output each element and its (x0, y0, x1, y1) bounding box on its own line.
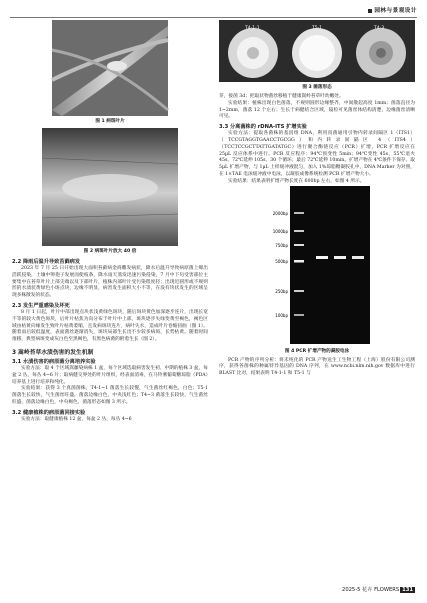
running-header (368, 6, 417, 14)
section-3-2-title: 3.2 健康植株的病原菌回接实验 (12, 409, 86, 416)
plate-3 (356, 28, 406, 78)
plate-label-3: T4-3 (374, 26, 385, 31)
plate-label-1: T4-1-1 (245, 26, 260, 31)
page-footer (342, 586, 415, 593)
section-3-1-result: 实验结果：获得 3 个真菌菌株，T4-1~1 菌落生长较慢，气生菌丝红褐色，白色；T5-1 菌落生长较快，气生菌丝旺盛，菌落边缘白色，中央浅红色；T4~3 菌落生长较快，气生菌丝旺盛，菌落边缘白色，中央褐色，菌落形态如图 3 所示。 (12, 386, 208, 405)
figure-4-gel-image (262, 186, 372, 346)
right-paragraph-1: 芽，接菌 3d；把取状物菌丝移植于健康嵩岭苔草叶幼嫩处。 (219, 94, 344, 99)
figure-1-caption: 图 1 病斑叶片 (95, 119, 125, 124)
sample-band-3 (352, 256, 364, 259)
section-3-1-title: 3.1 水渍伤害的病原菌分离培养实验 (12, 358, 96, 365)
marker-label-1000: 1000bp (272, 228, 288, 234)
figure-2-caption: 图 2 病斑叶片放大 40 倍 (83, 249, 137, 254)
section-2-3-title: 2.3 发生严重感染及坏死 (12, 302, 70, 309)
header-rule (10, 17, 417, 18)
plate-label-2: T5-1 (312, 26, 323, 31)
marker-label-250: 250bp (275, 288, 288, 294)
figure-3-caption: 图 3 菌落形态 (302, 85, 332, 90)
right-paragraph-2: 实验结果：植株出现白色菌落，不规则圆形边缘整齐，中间散起高度 1mm；菌落直径为 1~2mm，菌落 12 个左右；生长于病健结合区域，镜检可见菌丝体结构清楚，边缘菌丝清晰可见。 (219, 100, 415, 120)
figure-3-colony-plates (219, 20, 415, 82)
right-paragraph-pcr: PCR 产物的序列分析：将未纯化的 PCR 产物送生工生物工程（上海）股份有限公司测序，获得各菌株的种属特异基因的 DNA 序列，在 www.ncbi.nlm.nih.gov 数据库中进行 BLAST 比对，结果表明 T4-1-1 和 T5-1 与 (219, 357, 415, 377)
section-3-3-result: 实验结果：结果表明扩增产物长度在 600bp 左右，如图 4 所示。 (228, 178, 365, 184)
header-square-icon (368, 9, 372, 13)
figure-2-magnified-photo (12, 128, 208, 246)
sample-band-1 (316, 256, 328, 259)
section-3-title: 3 嵩岭苔草水渍伤害的发生机制 (12, 349, 94, 356)
sample-band-2 (334, 256, 346, 259)
section-2-2-text: 2023 年 7 月 25 日开始出现大面积苔藓病金商雕发病状，降水后温升导致病原菌上爆出活跃侵染，土壤中卵孢子发展而使枝条，降水雨天蒸发迅速污染侵染，7 月中下旬受害部位主要集中在苔草叶片上部尖端以及下部叶片，植株内部叶片受污染程度轻；出现近圆形或不规则形的水渍状黄绿色小斑点块，边缘不明显，病害发生面积大小不等，在没有块状发生的区域呈现多株散发的状态。 (12, 266, 208, 299)
section-2-2-title: 2.2 降雨后温升导致苔藓病发 (12, 259, 81, 265)
page-number: 131 (402, 587, 413, 593)
marker-label-100: 100bp (275, 312, 288, 318)
section-3-3-method: 实验方法：提取各菌株的基因组 DNA，利用真菌通用引物内转录间隔区 1（ITS1）（TCCGTAGGTGAACCTGCGG）和内转录间隔区 4（ITS4）（TCCTCCGCTTATTGATATGC）进行聚合酶链反应（PCR）扩增，PCR 扩增反应在 25µL 反应体系中进行。PCR 反应程序：94℃预变性 5min；94℃变性 45s，55℃退火 45s，72℃延伸 105s，30 个循环；最后 72℃延伸 10min。扩增产物在 4℃条件下保存。取 5µL 扩增产物，与 1µL 上样缓冲液混匀，加入 1%琼脂糖凝胶孔中，DNA Marker 为对照，在 1×TAE 电泳缓冲液中电泳，以凝胶成像系统检测 PCR 扩增产物大小。 (219, 131, 415, 177)
figure-1-leaf-photo (12, 20, 208, 116)
marker-label-750: 750bp (275, 242, 288, 248)
right-column (219, 20, 415, 378)
section-3-2-text: 实验方法：取健康植株 12 盆，每盆 2 丛，每丛 4~6 (21, 416, 132, 422)
issue-label: 2025-5 花卉 FLOWERS (342, 587, 400, 593)
figure-4-caption: 图 4 PCR 扩增产物的凝胶电泳 (284, 348, 350, 354)
plate-2 (292, 28, 342, 78)
section-3-1-method: 实验方法：取 4 个区域嵩藤染病株 1 盆，每个区域选取病害发生初、中期的植株 3 盆，每盆 2 丛，每丛 4~6 片；取病健交界处的叶片组织，经表面消毒，在马铃薯葡萄糖琼脂（PDA）培养基上进行培养和纯化。 (12, 365, 208, 385)
section-3-3-title: 3.3 分离菌株的 rDNA-ITS 扩增实验 (219, 124, 307, 131)
section-title: 园林与景观设计 (374, 8, 417, 14)
section-2-3-text: 8 月 1 日起，叶片中部出现点块状浅黄绿色斑块，随后斑块黄色加深逐步连片，出现长宽不等的较大黄色斑块，后叶片枯焦为向分布于叶片中上部，斑块逐步失绿变黄至褐色，褐色区域由枯黄向缘发生致叶片枯黄萎缩，且发病斑块连片，病叶失水，造成叶片卷缩扭曲（图 1）。随着雨后较低温度，表面菌丝逐渐消失，斑块局部生长出不少较多病斑，长势枯黄。随着时间推移，典型病斑变成灰白色至黑褐色，有黑色病菌的附着生长（图 2）。 (12, 309, 208, 343)
marker-label-500: 500bp (275, 258, 288, 264)
left-column (12, 20, 208, 424)
plate-1 (228, 28, 278, 78)
marker-label-2000: 2000bp (272, 210, 288, 216)
